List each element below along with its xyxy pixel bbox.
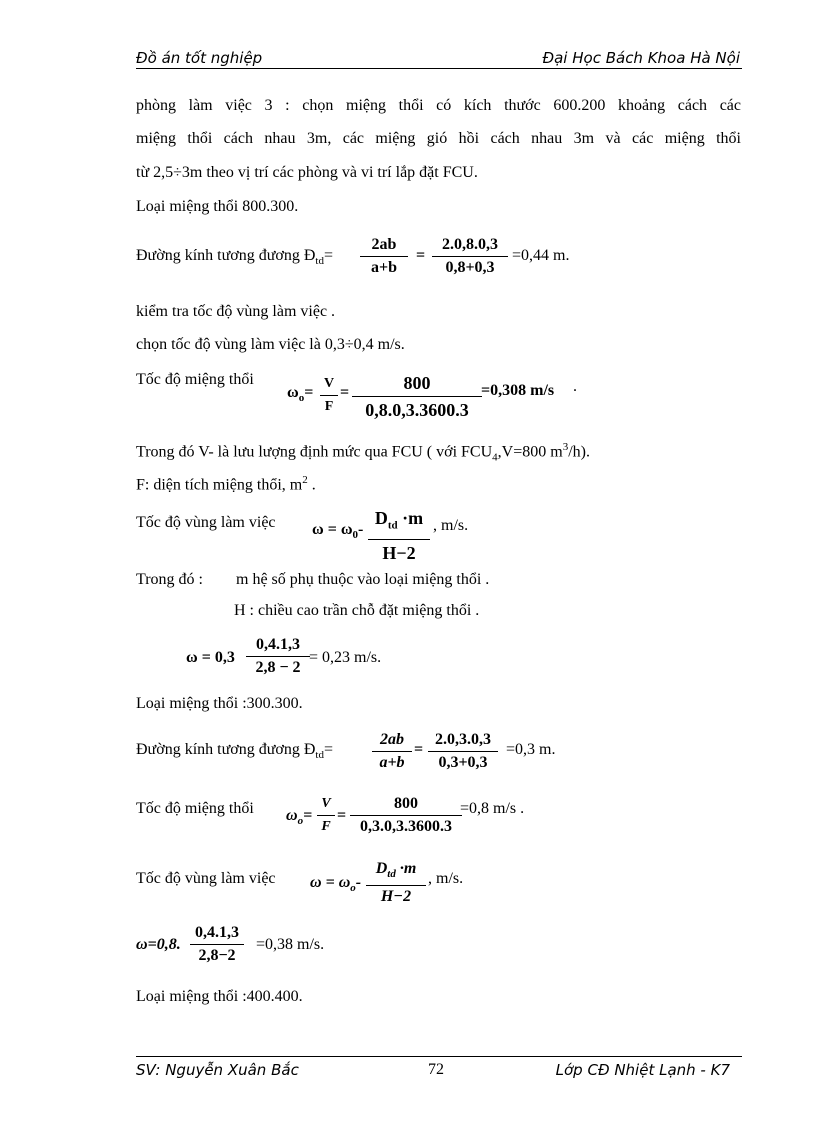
paragraph-line: kiểm tra tốc độ vùng làm việc . [136, 303, 336, 320]
formula-fraction: $D_{td} \cdot m$ H−2 [368, 507, 430, 564]
header-left: Đồ án tốt nghiệp [136, 49, 263, 67]
footer-class: Lớp CĐ Nhiệt Lạnh - K7 [555, 1061, 730, 1079]
equals-sign: = [340, 384, 350, 401]
formula-fraction: 0,4.1,3 2,8−2 [190, 924, 244, 965]
formula-fraction: 2.0,3.0,3 0,3+0,3 [428, 731, 498, 772]
formula-fraction: 0,4.1,3 2,8 − 2 [246, 636, 310, 677]
formula-fraction: 2ab a+b [372, 731, 412, 772]
page-footer [136, 1061, 742, 1083]
omega-symbol: $\omega = \omega_o-$ [310, 874, 362, 895]
omega-symbol: $\omega = \omega_0-$ [312, 521, 364, 542]
paragraph-line: m hệ số phụ thuộc vào loại miệng thổi . [236, 571, 490, 588]
formula-fraction: V F [320, 375, 338, 416]
equivalent-diameter-label: Đường kính tương đương $Đ_{td}=$ [136, 741, 333, 762]
footer-rule [136, 1056, 742, 1057]
paragraph-line: phòng làm việc 3 : chọn miệng thổi có kích thước 600.200 khoảng cách các [136, 97, 741, 114]
outlet-speed-label: Tốc độ miệng thổi [136, 371, 254, 388]
footer-author: SV: Nguyễn Xuân Bắc [136, 1061, 299, 1079]
formula-result: , m/s. [428, 870, 464, 887]
equals-sign: = [416, 247, 426, 264]
formula-lhs: ω=0,8. [136, 936, 181, 953]
paragraph-line: H : chiều cao trần chỗ đặt miệng thổi . [234, 602, 480, 619]
diffuser-type-heading: Loại miệng thổi :300.300. [136, 695, 303, 712]
page-number: 72 [428, 1061, 444, 1078]
paragraph-line: F: diện tích miệng thổi, $m^2$ . [136, 474, 316, 494]
work-zone-speed-label: Tốc độ vùng làm việc [136, 514, 276, 531]
equals-sign: = [337, 807, 347, 824]
paragraph-line: miệng thổi cách nhau 3m, các miệng gió hồi cách nhau 3m và các miệng thổi [136, 130, 741, 147]
formula-result: =0,308 m/s [481, 382, 555, 399]
formula-fraction: V F [317, 795, 335, 836]
formula-fraction: 2.0,8.0,3 0,8+0,3 [432, 236, 508, 277]
formula-fraction: 800 0,3.0,3.3600.3 [350, 795, 462, 836]
omega-symbol: $\omega_o=$ [287, 384, 314, 405]
formula-fraction: 2ab a+b [360, 236, 408, 277]
where-label: Trong đó : [136, 571, 203, 588]
header-right: Đại Học Bách Khoa Hà Nội [542, 49, 740, 67]
omega-symbol: $\omega_o=$ [286, 807, 313, 828]
period: . [573, 378, 577, 395]
formula-result: = 0,23 m/s. [309, 649, 382, 666]
formula-result: =0,44 m. [512, 247, 570, 264]
paragraph-line: từ 2,5÷3m theo vị trí các phòng và vi trí lắp đặt FCU. [136, 164, 478, 181]
formula-fraction: $D_{td} \cdot m$ H−2 [366, 860, 426, 906]
equivalent-diameter-label: Đường kính tương đương $Đ_{td}=$ [136, 247, 333, 268]
formula-result: =0,38 m/s. [256, 936, 325, 953]
formula-result: =0,3 m. [506, 741, 556, 758]
outlet-speed-label: Tốc độ miệng thổi [136, 800, 254, 817]
page-header [136, 47, 742, 69]
formula-result: =0,8 m/s . [460, 800, 525, 817]
equals-sign: = [414, 741, 424, 758]
diffuser-type-heading: Loại miệng thổi 800.300. [136, 198, 299, 215]
paragraph-line: Trong đó V- là lưu lượng định mức qua FCU ( với $FCU_4,V=800$ $m^3/h$). [136, 441, 590, 464]
diffuser-type-heading: Loại miệng thổi :400.400. [136, 988, 303, 1005]
formula-result: , m/s. [433, 517, 469, 534]
formula-fraction: 800 0,8.0,3.3600.3 [352, 372, 482, 421]
formula-lhs: ω = 0,3 [186, 649, 235, 666]
paragraph-line: chọn tốc độ vùng làm việc là 0,3÷0,4 m/s. [136, 336, 405, 353]
work-zone-speed-label: Tốc độ vùng làm việc [136, 870, 276, 887]
header-rule [136, 68, 742, 69]
